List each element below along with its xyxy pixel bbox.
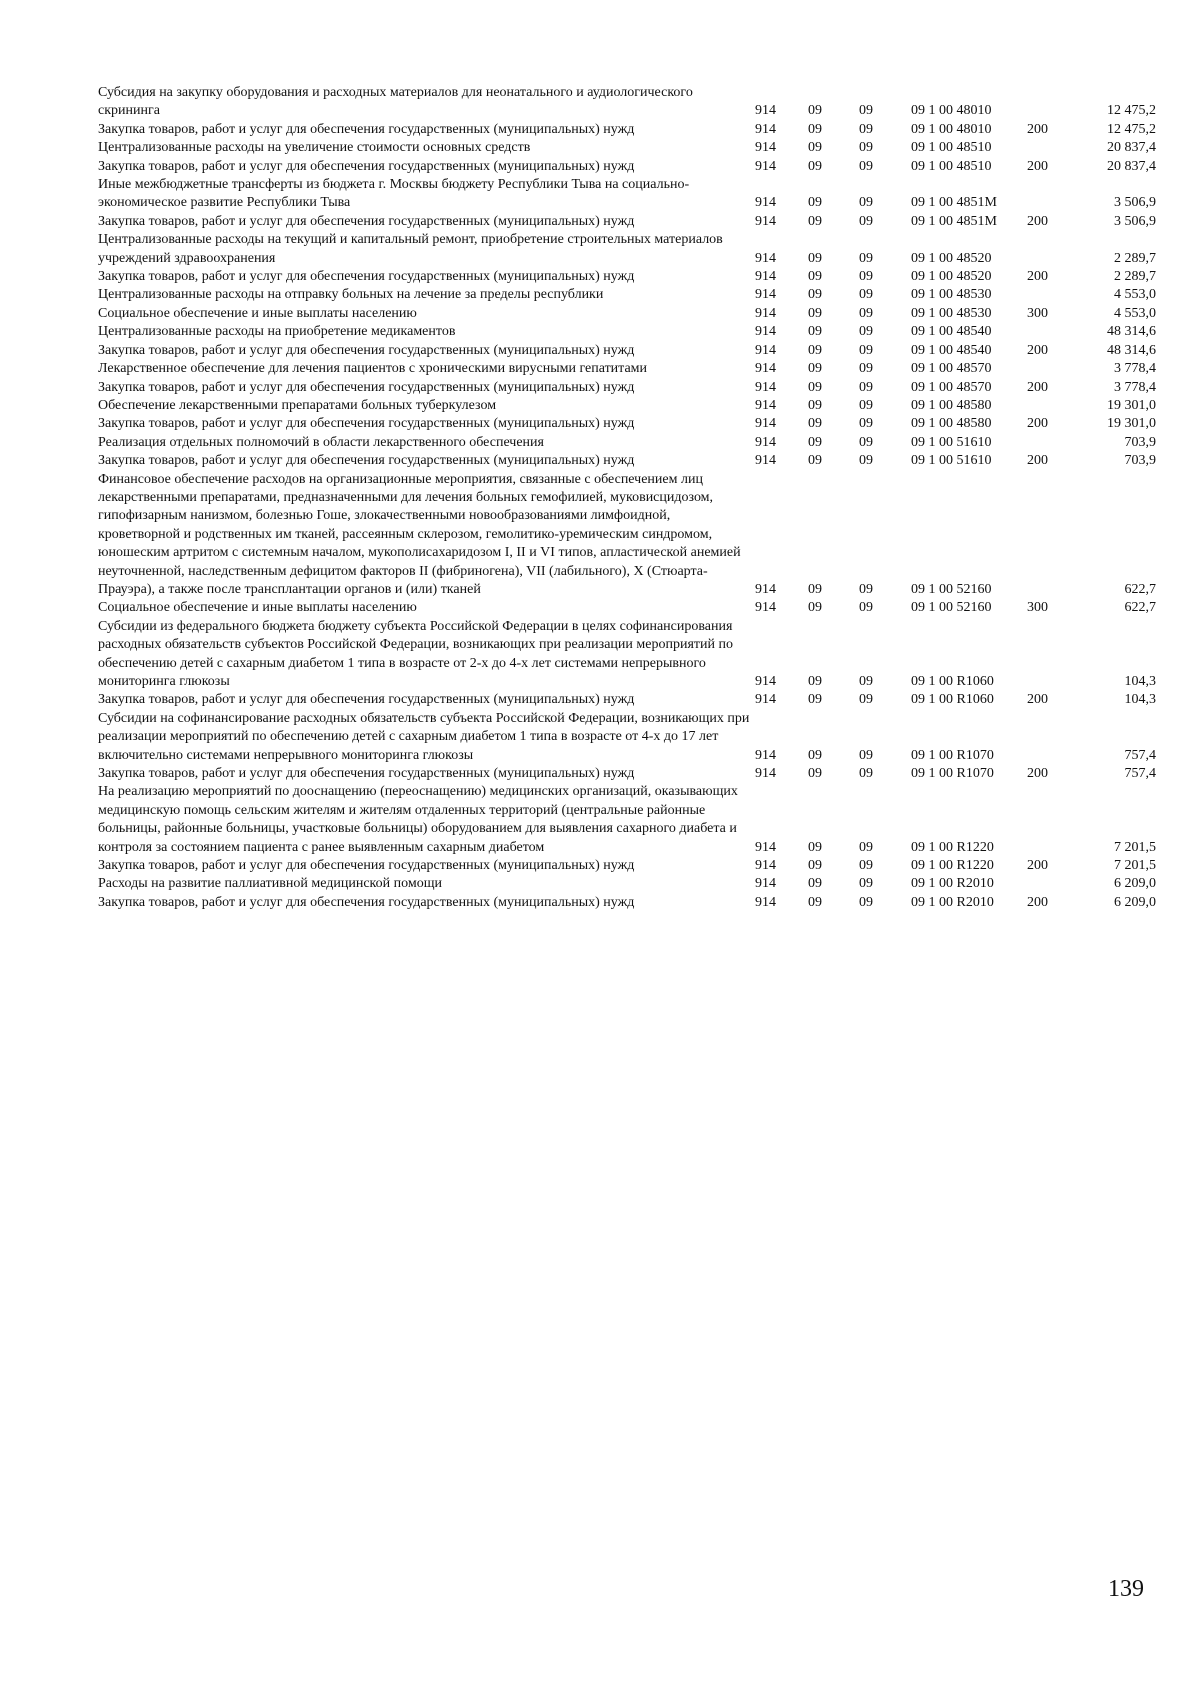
section-code: 09 [808, 195, 822, 211]
amount: 622,7 [1124, 581, 1156, 597]
amount: 757,4 [1124, 766, 1156, 782]
target-article-code: 09 1 00 48010 [911, 121, 992, 137]
table-row [98, 84, 1156, 121]
table-row [98, 691, 1156, 709]
expense-type-code [1027, 783, 1084, 857]
section-code: 09 [808, 287, 822, 303]
admin-code: 914 [755, 674, 776, 689]
admin-code: 914 [755, 121, 776, 137]
amount: 6 209,0 [1114, 876, 1156, 892]
admin-code: 914 [755, 416, 776, 432]
table-row [98, 213, 1156, 231]
subsection-code: 09 [859, 140, 873, 156]
target-article-code: 09 1 00 R1070 [911, 766, 994, 782]
admin-code: 914 [755, 397, 776, 413]
subsection-code: 09 [859, 121, 873, 137]
table-row [98, 139, 1156, 157]
table-row [98, 323, 1156, 341]
table-row [98, 434, 1156, 452]
budget-table [98, 84, 1156, 912]
table-row [98, 452, 1156, 470]
table-row [98, 710, 1156, 765]
target-article-code: 09 1 00 R1060 [911, 674, 994, 689]
expense-type-code: 200 [1027, 342, 1048, 358]
amount: 12 475,2 [1107, 103, 1156, 119]
target-article-code: 09 1 00 48010 [911, 103, 992, 119]
amount: 48 314,6 [1107, 342, 1156, 358]
amount: 7 201,5 [1114, 858, 1156, 874]
section-code: 09 [808, 158, 822, 174]
admin-code: 914 [755, 894, 776, 910]
table-row [98, 857, 1156, 875]
amount: 19 301,0 [1107, 416, 1156, 432]
row-description: Субсидии на софинансирование расходных обязательств субъекта Российской Федерации, возникающих при реализации мероприятий по обеспечению детей с сахарным диабетом 1 типа в возрасте от 4-х до 17 лет включительно системами непрерывного мониторинга глюкозы [98, 710, 750, 763]
target-article-code: 09 1 00 51610 [911, 453, 992, 469]
expense-type-code [1027, 231, 1084, 268]
section-code: 09 [808, 269, 822, 285]
target-article-code: 09 1 00 52160 [911, 600, 992, 616]
section-code: 09 [808, 342, 822, 358]
target-article-code: 09 1 00 48510 [911, 140, 992, 156]
row-description: Субсидия на закупку оборудования и расходных материалов для неонатального и аудиологического скрининга [98, 85, 693, 119]
target-article-code: 09 1 00 48540 [911, 342, 992, 358]
subsection-code: 09 [859, 416, 873, 432]
amount: 4 553,0 [1114, 287, 1156, 303]
table-row [98, 875, 1156, 893]
amount: 3 506,9 [1114, 213, 1156, 229]
section-code: 09 [808, 876, 822, 892]
amount: 6 209,0 [1114, 894, 1156, 910]
row-description: Закупка товаров, работ и услуг для обеспечения государственных (муниципальных) нужд [98, 121, 635, 137]
subsection-code: 09 [859, 839, 873, 855]
target-article-code: 09 1 00 48570 [911, 379, 992, 395]
section-code: 09 [808, 416, 822, 432]
admin-code: 914 [755, 600, 776, 616]
admin-code: 914 [755, 269, 776, 285]
subsection-code: 09 [859, 305, 873, 321]
expense-type-code: 200 [1027, 894, 1048, 910]
subsection-code: 09 [859, 453, 873, 469]
expense-type-code: 300 [1027, 600, 1048, 616]
row-description: Закупка товаров, работ и услуг для обеспечения государственных (муниципальных) нужд [98, 894, 635, 910]
section-code: 09 [808, 581, 822, 597]
section-code: 09 [808, 894, 822, 910]
subsection-code: 09 [859, 250, 873, 266]
expense-type-code [1027, 618, 1084, 692]
table-row [98, 618, 1156, 692]
target-article-code: 09 1 00 51610 [911, 434, 992, 450]
target-article-code: 09 1 00 R1220 [911, 858, 994, 874]
table-row [98, 305, 1156, 323]
table-row [98, 599, 1156, 617]
target-article-code: 09 1 00 48520 [911, 269, 992, 285]
amount: 104,3 [1124, 692, 1156, 708]
target-article-code: 09 1 00 R2010 [911, 894, 994, 910]
amount: 19 301,0 [1107, 397, 1156, 413]
row-description: Финансовое обеспечение расходов на организационные мероприятия, связанные с обеспечением лиц лекарственными препаратами, предназначенными для лечения больных гемофилией, муковисцидозом, гипофизарным нанизмом, болезнью Гоше, злокачественными новообразованиями лимфоидной, кроветворной и родственных им тканей, рассеянным склерозом, гемолитико-уремическим синдромом, юношеским артритом с системным началом, мукополисахаридозом I, II и VI типов, апластической анемией неуточненной, наследственным дефицитом факторов II (фибриногена), VII (лабильного), X (Стюарта-Прауэра), а также после трансплантации органов и (или) тканей [98, 471, 741, 597]
row-description: Закупка товаров, работ и услуг для обеспечения государственных (муниципальных) нужд [98, 342, 635, 358]
admin-code: 914 [755, 379, 776, 395]
amount: 3 506,9 [1114, 195, 1156, 211]
section-code: 09 [808, 361, 822, 377]
amount: 12 475,2 [1107, 121, 1156, 137]
target-article-code: 09 1 00 R2010 [911, 876, 994, 892]
section-code: 09 [808, 121, 822, 137]
subsection-code: 09 [859, 600, 873, 616]
row-description: На реализацию мероприятий по дооснащению (переоснащению) медицинских организаций, оказывающих медицинскую помощь сельским жителям и жителям отдаленных территорий (центральные районные больницы, районные больницы, участковые больницы) оборудованием для выявления сахарного диабета и контроля за состоянием пациента с ранее выявленным сахарным диабетом [98, 784, 738, 855]
table-row [98, 765, 1156, 783]
expense-type-code: 200 [1027, 269, 1048, 285]
section-code: 09 [808, 747, 822, 763]
target-article-code: 09 1 00 48540 [911, 324, 992, 340]
subsection-code: 09 [859, 103, 873, 119]
row-description: Закупка товаров, работ и услуг для обеспечения государственных (муниципальных) нужд [98, 158, 635, 174]
row-description: Реализация отдельных полномочий в области лекарственного обеспечения [98, 434, 544, 450]
target-article-code: 09 1 00 48580 [911, 397, 992, 413]
admin-code: 914 [755, 287, 776, 303]
admin-code: 914 [755, 195, 776, 211]
admin-code: 914 [755, 839, 776, 855]
table-row [98, 121, 1156, 139]
admin-code: 914 [755, 305, 776, 321]
amount: 757,4 [1124, 747, 1156, 763]
amount: 3 778,4 [1114, 361, 1156, 377]
subsection-code: 09 [859, 581, 873, 597]
row-description: Централизованные расходы на отправку больных на лечение за пределы республики [98, 287, 604, 303]
subsection-code: 09 [859, 287, 873, 303]
table-row [98, 783, 1156, 857]
row-description: Закупка товаров, работ и услуг для обеспечения государственных (муниципальных) нужд [98, 858, 635, 874]
amount: 3 778,4 [1114, 379, 1156, 395]
expense-type-code [1027, 471, 1084, 600]
expense-type-code: 300 [1027, 305, 1048, 321]
subsection-code: 09 [859, 876, 873, 892]
row-description: Централизованные расходы на увеличение стоимости основных средств [98, 140, 531, 156]
table-row [98, 894, 1156, 912]
subsection-code: 09 [859, 894, 873, 910]
admin-code: 914 [755, 342, 776, 358]
admin-code: 914 [755, 103, 776, 119]
amount: 48 314,6 [1107, 324, 1156, 340]
section-code: 09 [808, 453, 822, 469]
section-code: 09 [808, 766, 822, 782]
row-description: Расходы на развитие паллиативной медицинской помощи [98, 876, 442, 892]
target-article-code: 09 1 00 48570 [911, 361, 992, 377]
row-description: Закупка товаров, работ и услуг для обеспечения государственных (муниципальных) нужд [98, 379, 635, 395]
expense-type-code [1027, 710, 1084, 765]
amount: 7 201,5 [1114, 839, 1156, 855]
subsection-code: 09 [859, 269, 873, 285]
page-number: 139 [1108, 1576, 1144, 1602]
amount: 2 289,7 [1114, 250, 1156, 266]
subsection-code: 09 [859, 379, 873, 395]
table-row [98, 268, 1156, 286]
row-description: Закупка товаров, работ и услуг для обеспечения государственных (муниципальных) нужд [98, 692, 635, 708]
admin-code: 914 [755, 747, 776, 763]
section-code: 09 [808, 397, 822, 413]
table-row [98, 286, 1156, 304]
expense-type-code [1027, 397, 1084, 415]
table-row [98, 379, 1156, 397]
row-description: Субсидии из федерального бюджета бюджету субъекта Российской Федерации в целях софинансирования расходных обязательств субъектов Российской Федерации, возникающих при реализации мероприятий по обеспечению детей с сахарным диабетом 1 типа в возрасте от 2-х до 4-х лет системами непрерывного мониторинга глюкозы [98, 618, 733, 689]
expense-type-code: 200 [1027, 453, 1048, 469]
table-row [98, 397, 1156, 415]
admin-code: 914 [755, 213, 776, 229]
section-code: 09 [808, 600, 822, 616]
target-article-code: 09 1 00 52160 [911, 581, 992, 597]
section-code: 09 [808, 140, 822, 156]
subsection-code: 09 [859, 747, 873, 763]
section-code: 09 [808, 213, 822, 229]
subsection-code: 09 [859, 674, 873, 689]
admin-code: 914 [755, 876, 776, 892]
table-row [98, 471, 1156, 600]
admin-code: 914 [755, 453, 776, 469]
section-code: 09 [808, 674, 822, 689]
row-description: Централизованные расходы на приобретение медикаментов [98, 324, 456, 340]
expense-type-code [1027, 84, 1084, 121]
amount: 20 837,4 [1107, 140, 1156, 156]
amount: 622,7 [1124, 600, 1156, 616]
amount: 4 553,0 [1114, 305, 1156, 321]
target-article-code: 09 1 00 48520 [911, 250, 992, 266]
target-article-code: 09 1 00 48530 [911, 305, 992, 321]
amount: 20 837,4 [1107, 158, 1156, 174]
row-description: Социальное обеспечение и иные выплаты населению [98, 305, 417, 321]
expense-type-code: 200 [1027, 158, 1048, 174]
section-code: 09 [808, 305, 822, 321]
subsection-code: 09 [859, 692, 873, 708]
subsection-code: 09 [859, 195, 873, 211]
admin-code: 914 [755, 140, 776, 156]
target-article-code: 09 1 00 48580 [911, 416, 992, 432]
expense-type-code: 200 [1027, 121, 1048, 137]
expense-type-code: 200 [1027, 858, 1048, 874]
expense-type-code [1027, 286, 1084, 304]
subsection-code: 09 [859, 213, 873, 229]
admin-code: 914 [755, 581, 776, 597]
table-row [98, 360, 1156, 378]
subsection-code: 09 [859, 342, 873, 358]
section-code: 09 [808, 379, 822, 395]
amount: 2 289,7 [1114, 269, 1156, 285]
table-row [98, 415, 1156, 433]
admin-code: 914 [755, 324, 776, 340]
row-description: Закупка товаров, работ и услуг для обеспечения государственных (муниципальных) нужд [98, 416, 635, 432]
row-description: Централизованные расходы на текущий и капитальный ремонт, приобретение строительных материалов учреждений здравоохранения [98, 232, 723, 266]
section-code: 09 [808, 434, 822, 450]
target-article-code: 09 1 00 4851M [911, 213, 997, 229]
expense-type-code [1027, 139, 1084, 157]
amount: 703,9 [1124, 453, 1156, 469]
table-row [98, 231, 1156, 268]
subsection-code: 09 [859, 158, 873, 174]
subsection-code: 09 [859, 397, 873, 413]
target-article-code: 09 1 00 48530 [911, 287, 992, 303]
target-article-code: 09 1 00 R1070 [911, 747, 994, 763]
subsection-code: 09 [859, 434, 873, 450]
section-code: 09 [808, 324, 822, 340]
row-description: Обеспечение лекарственными препаратами больных туберкулезом [98, 397, 497, 413]
subsection-code: 09 [859, 766, 873, 782]
row-description: Иные межбюджетные трансферты из бюджета г. Москвы бюджету Республики Тыва на социально-экономическое развитие Республики Тыва [98, 177, 690, 211]
target-article-code: 09 1 00 4851M [911, 195, 997, 211]
table-row [98, 158, 1156, 176]
section-code: 09 [808, 839, 822, 855]
expense-type-code [1027, 360, 1084, 378]
table-row [98, 342, 1156, 360]
expense-type-code: 200 [1027, 766, 1048, 782]
subsection-code: 09 [859, 324, 873, 340]
amount: 703,9 [1124, 434, 1156, 450]
row-description: Закупка товаров, работ и услуг для обеспечения государственных (муниципальных) нужд [98, 453, 635, 469]
admin-code: 914 [755, 766, 776, 782]
admin-code: 914 [755, 858, 776, 874]
section-code: 09 [808, 692, 822, 708]
target-article-code: 09 1 00 R1060 [911, 692, 994, 708]
section-code: 09 [808, 858, 822, 874]
subsection-code: 09 [859, 858, 873, 874]
admin-code: 914 [755, 250, 776, 266]
expense-type-code: 200 [1027, 213, 1048, 229]
expense-type-code: 200 [1027, 379, 1048, 395]
expense-type-code [1027, 176, 1084, 213]
row-description: Закупка товаров, работ и услуг для обеспечения государственных (муниципальных) нужд [98, 766, 635, 782]
admin-code: 914 [755, 692, 776, 708]
row-description: Лекарственное обеспечение для лечения пациентов с хроническими вирусными гепатитами [98, 361, 648, 377]
admin-code: 914 [755, 361, 776, 377]
subsection-code: 09 [859, 361, 873, 377]
admin-code: 914 [755, 434, 776, 450]
section-code: 09 [808, 103, 822, 119]
row-description: Закупка товаров, работ и услуг для обеспечения государственных (муниципальных) нужд [98, 213, 635, 229]
table-row [98, 176, 1156, 213]
amount: 104,3 [1124, 674, 1156, 689]
expense-type-code [1027, 875, 1084, 893]
expense-type-code [1027, 434, 1084, 452]
admin-code: 914 [755, 158, 776, 174]
row-description: Закупка товаров, работ и услуг для обеспечения государственных (муниципальных) нужд [98, 269, 635, 285]
row-description: Социальное обеспечение и иные выплаты населению [98, 600, 417, 616]
section-code: 09 [808, 250, 822, 266]
target-article-code: 09 1 00 48510 [911, 158, 992, 174]
expense-type-code: 200 [1027, 416, 1048, 432]
expense-type-code [1027, 323, 1084, 341]
target-article-code: 09 1 00 R1220 [911, 839, 994, 855]
expense-type-code: 200 [1027, 692, 1048, 708]
